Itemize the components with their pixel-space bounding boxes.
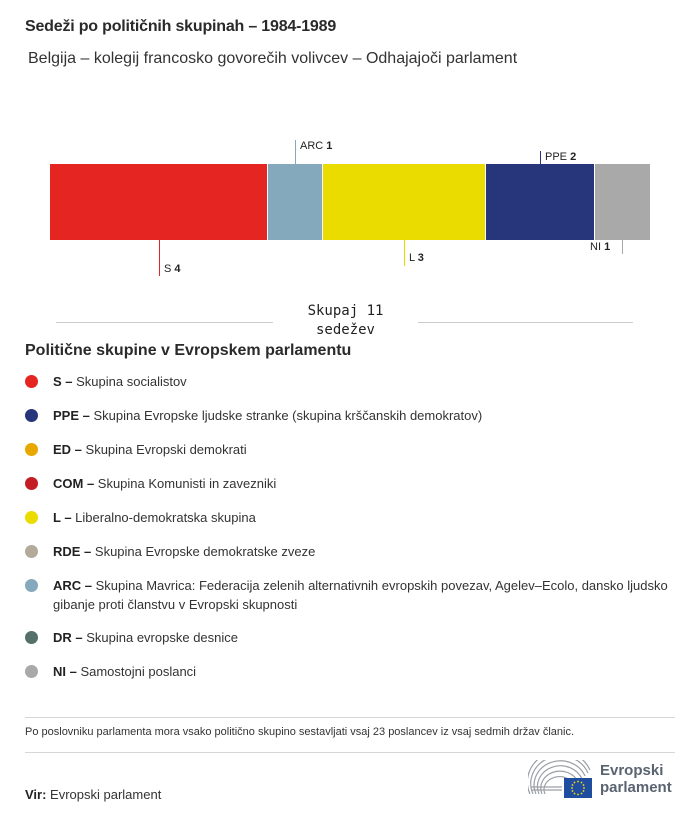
bar-label-l: L 3 <box>409 252 424 264</box>
color-dot-icon <box>25 477 38 490</box>
color-dot-icon <box>25 511 38 524</box>
color-dot-icon <box>25 375 38 388</box>
bar-label-ppe: PPE 2 <box>545 151 577 163</box>
bar-segment-s <box>50 164 267 240</box>
source: Vir: Evropski parlament <box>25 787 162 802</box>
color-dot-icon <box>25 443 38 456</box>
total-divider-right <box>418 322 633 323</box>
total-divider-left <box>56 322 273 323</box>
leader-line-ppe <box>540 151 541 164</box>
bar-segment-arc <box>268 164 322 240</box>
color-dot-icon <box>25 665 38 678</box>
bar-label-s: S 4 <box>164 263 181 275</box>
bar-label-arc: ARC 1 <box>300 140 333 152</box>
leader-line-l <box>404 240 405 266</box>
chart-title: Sedeži po političnih skupinah – 1984-1989 <box>25 18 337 35</box>
color-dot-icon <box>25 631 38 644</box>
bar-segment-ni <box>595 164 650 240</box>
bar-label-ni: NI 1 <box>590 241 611 253</box>
color-dot-icon <box>25 409 38 422</box>
leader-line-arc <box>295 140 296 164</box>
bar-segment-ppe <box>486 164 594 240</box>
legend-title: Politične skupine v Evropskem parlamentu <box>25 342 352 359</box>
bar-segment-l <box>323 164 485 240</box>
footnote: Po poslovniku parlamenta mora vsako politično skupino sestavljati vsaj 23 poslancev iz vsaj sedmih držav članic. <box>25 726 575 738</box>
note-divider-top <box>25 717 675 718</box>
color-dot-icon <box>25 579 38 592</box>
chart-subtitle: Belgija – kolegij francosko govorečih volivcev – Odhajajoči parlament <box>28 50 518 67</box>
leader-line-ni <box>622 240 623 254</box>
total-seats: Skupaj 11 sedežev <box>307 303 384 338</box>
parliament-hemicycle-icon <box>528 760 596 800</box>
note-divider-bottom <box>25 752 675 753</box>
european-parliament-logo <box>528 760 678 802</box>
logo-text: Evropski parlament <box>600 762 672 796</box>
leader-line-s <box>159 240 160 276</box>
color-dot-icon <box>25 545 38 558</box>
